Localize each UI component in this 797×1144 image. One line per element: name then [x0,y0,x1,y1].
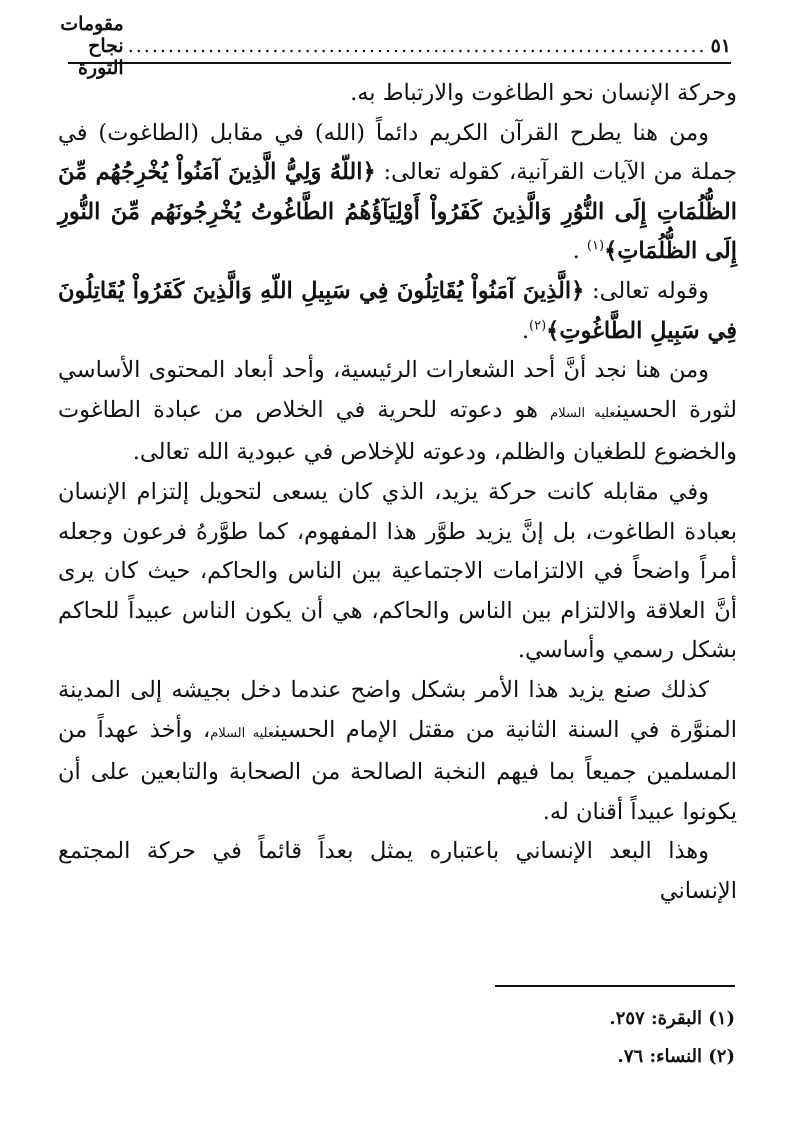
paragraph-4-before: ومن هنا نجد أنَّ أحد الشعارات الرئيسية، وأحد أبعاد المحتوى الأساسي لثورة الحسين [58,357,738,423]
paragraph-6-after: ، وأخذ عهداً من المسلمين جميعاً بما فيهم النخبة الصالحة من الصحابة والتابعين على أن يكونوا عبيداً أقنان له. [58,716,737,825]
header-leader-dots: ........................................................................ [127,35,707,57]
paragraph-2-text: ومن هنا يطرح القرآن الكريم دائماً (الله) في مقابل (الطاغوت) في جملة من الآيات القرآنية، كقوله تعالى: [58,119,737,186]
quran-verse-1: ﴿اللّهُ وَلِيُّ الَّذِينَ آمَنُواْ يُخْرِجُهُم مِّنَ الظُّلُمَاتِ إِلَى النُّوُرِ وَالَّذِينَ كَفَرُواْ أَوْلِيَآؤُهُمُ الطَّاغُوتُ يُخْرِجُونَهُم مِّنَ النُّورِ إِلَى الظُّلُمَاتِ﴾ [58,159,737,265]
paragraph-6 [58,671,737,832]
quran-verse-2: ﴿الَّذِينَ آمَنُواْ يُقَاتِلُونَ فِي سَبِيلِ اللّهِ وَالَّذِينَ كَفَرُواْ يُقَاتِلُونَ فِي سَبِيلِ الطَّاغُوتِ﴾ [58,277,737,344]
paragraph-6-before: كذلك صنع يزيد هذا الأمر بشكل واضح عندما دخل بجيشه إلى المدينة المنوَّرة في السنة الثانية من مقتل الإمام الحسين [58,676,737,743]
chapter-title: مقومات نجاح الثورة [60,13,124,79]
running-header [60,13,731,79]
footnotes [135,1000,735,1076]
paragraph-3-end: . [521,317,530,344]
footnote-ref-2[interactable]: (٢) [529,318,547,334]
footnote-ref-1[interactable]: (١) [586,238,605,254]
paragraph-3 [58,272,737,351]
page-number: ٥١ [710,35,731,57]
paragraph-4-after: هو دعوته للحرية في الخلاص من عبادة الطاغوت والخضوع للطغيان والظلم، ودعوته للإخلاص في عبودية الله تعالى. [58,396,737,466]
paragraph-3-text: وقوله تعالى: [584,277,709,304]
paragraph-2-end: . [572,238,587,265]
honorific-ligature: عليه السلام [550,405,616,421]
paragraph-5: وفي مقابله كانت حركة يزيد، الذي كان يسعى لتحويل إلتزام الإنسان بعبادة الطاغوت، بل إنَّ يزيد طوَّر هذا المفهوم، كما طوَّرهُ فرعون وجعله أمراً واضحاً في الالتزامات الاجتماعية بين الناس والحاكم، حيث كان يرى أنَّ العلاقة والالتزام بين الناس والحاكم، هي أن يكون الناس عبيداً للحاكم بشكل رسمي وأساسي. [58,478,737,664]
footnote-1: (١) البقرة: ٢٥٧. [609,1008,735,1029]
body-text [58,74,737,911]
paragraph-1: وحركة الإنسان نحو الطاغوت والارتباط به. [350,80,737,106]
paragraph-4 [58,351,737,473]
footnote-2: (٢) النساء: ٧٦. [617,1046,735,1067]
paragraph-7: وهذا البعد الإنساني باعتباره يمثل بعداً قائماً في حركة المجتمع الإنساني [58,838,737,904]
paragraph-2 [58,114,737,272]
honorific-ligature: عليه السلام [210,725,275,741]
footnote-separator [495,985,735,987]
